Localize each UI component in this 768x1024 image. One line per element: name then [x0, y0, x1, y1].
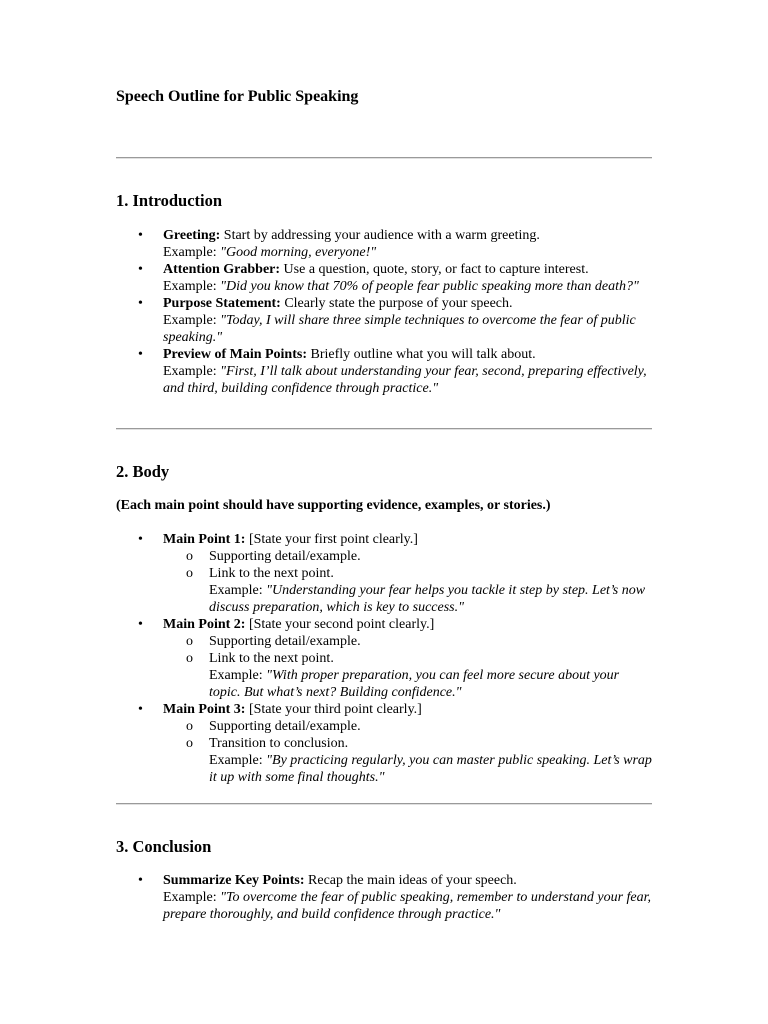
circle-bullet-icon: o [186, 736, 193, 751]
body-points-list [116, 531, 652, 786]
divider [116, 803, 652, 805]
circle-bullet-icon: o [186, 549, 193, 564]
example-quote: "Understanding your fear helps you tackle it step by step. Let’s now discuss preparation, which is key to success." [209, 583, 646, 615]
example-quote: "First, I’ll talk about understanding your fear, second, preparing effectively, and third, building confidence through practice." [163, 364, 647, 396]
main-point-2 [116, 616, 652, 701]
item-label: Purpose Statement: [163, 296, 281, 311]
item-label: Greeting: [163, 228, 221, 243]
sub-item-transition [163, 650, 652, 701]
example-line [163, 363, 652, 397]
example-line [163, 889, 652, 923]
bullet-icon: • [138, 617, 143, 632]
example-prefix: Example: [163, 364, 221, 379]
sub-item-text: Supporting detail/example. [209, 549, 361, 564]
item-label: Main Point 2: [163, 617, 246, 632]
example-prefix: Example: [163, 313, 221, 328]
body-note: (Each main point should have supporting evidence, examples, or stories.) [116, 498, 551, 513]
sub-list [163, 548, 652, 616]
main-point-1 [116, 531, 652, 616]
sub-list [163, 718, 652, 786]
bullet-icon: • [138, 347, 143, 362]
item-text: [State your first point clearly.] [245, 532, 418, 547]
example-line [163, 312, 652, 346]
list-item-purpose-statement [116, 295, 652, 346]
example-line [209, 752, 652, 786]
sub-item-text: Supporting detail/example. [209, 634, 361, 649]
item-text: Briefly outline what you will talk about. [307, 347, 536, 362]
sub-item-text: Transition to conclusion. [209, 736, 349, 751]
list-item-summarize-key-points [116, 872, 652, 923]
example-quote: "Today, I will share three simple techniques to overcome the fear of public speaking." [163, 313, 636, 345]
circle-bullet-icon: o [186, 719, 193, 734]
item-text: Start by addressing your audience with a warm greeting. [220, 228, 540, 243]
list-item-greeting [116, 227, 652, 261]
example-quote: "Good morning, everyone!" [220, 245, 377, 260]
item-label: Main Point 3: [163, 702, 246, 717]
sub-item-detail [163, 718, 652, 735]
sub-item-text: Supporting detail/example. [209, 719, 361, 734]
example-line [163, 278, 652, 295]
item-text: [State your third point clearly.] [245, 702, 422, 717]
introduction-heading: 1. Introduction [116, 191, 223, 210]
circle-bullet-icon: o [186, 566, 193, 581]
bullet-icon: • [138, 873, 143, 888]
example-prefix: Example: [209, 753, 267, 768]
item-label: Preview of Main Points: [163, 347, 307, 362]
item-text: Recap the main ideas of your speech. [304, 873, 517, 888]
list-item-preview-main-points [116, 346, 652, 397]
example-line [209, 582, 652, 616]
example-quote: "By practicing regularly, you can master public speaking. Let’s wrap it up with some final thoughts." [209, 753, 652, 785]
item-label: Attention Grabber: [163, 262, 281, 277]
item-label: Summarize Key Points: [163, 873, 305, 888]
main-point-3 [116, 701, 652, 786]
sub-item-text: Link to the next point. [209, 566, 334, 581]
sub-item-transition [163, 565, 652, 616]
circle-bullet-icon: o [186, 651, 193, 666]
sub-item-detail [163, 548, 652, 565]
bullet-icon: • [138, 228, 143, 243]
circle-bullet-icon: o [186, 634, 193, 649]
item-text: Use a question, quote, story, or fact to capture interest. [280, 262, 589, 277]
conclusion-list [116, 872, 652, 923]
example-quote: "Did you know that 70% of people fear public speaking more than death?" [220, 279, 639, 294]
bullet-icon: • [138, 262, 143, 277]
example-prefix: Example: [163, 279, 221, 294]
sub-item-text: Link to the next point. [209, 651, 334, 666]
conclusion-heading: 3. Conclusion [116, 837, 212, 856]
bullet-icon: • [138, 296, 143, 311]
item-text: [State your second point clearly.] [245, 617, 435, 632]
example-line [163, 244, 652, 261]
item-text: Clearly state the purpose of your speech. [280, 296, 513, 311]
introduction-list [116, 227, 652, 397]
example-line [209, 667, 652, 701]
sub-list [163, 633, 652, 701]
example-prefix: Example: [163, 245, 221, 260]
divider [116, 157, 652, 159]
example-prefix: Example: [209, 583, 267, 598]
divider [116, 428, 652, 430]
example-quote: "With proper preparation, you can feel more secure about your topic. But what’s next? Building confidence." [209, 668, 620, 700]
bullet-icon: • [138, 532, 143, 547]
body-heading: 2. Body [116, 462, 170, 481]
example-quote: "To overcome the fear of public speaking, remember to understand your fear, prepare thoroughly, and build confidence through practice." [163, 890, 652, 922]
sub-item-detail [163, 633, 652, 650]
example-prefix: Example: [163, 890, 221, 905]
sub-item-transition [163, 735, 652, 786]
item-label: Main Point 1: [163, 532, 246, 547]
page-title: Speech Outline for Public Speaking [116, 88, 359, 105]
bullet-icon: • [138, 702, 143, 717]
list-item-attention-grabber [116, 261, 652, 295]
example-prefix: Example: [209, 668, 267, 683]
